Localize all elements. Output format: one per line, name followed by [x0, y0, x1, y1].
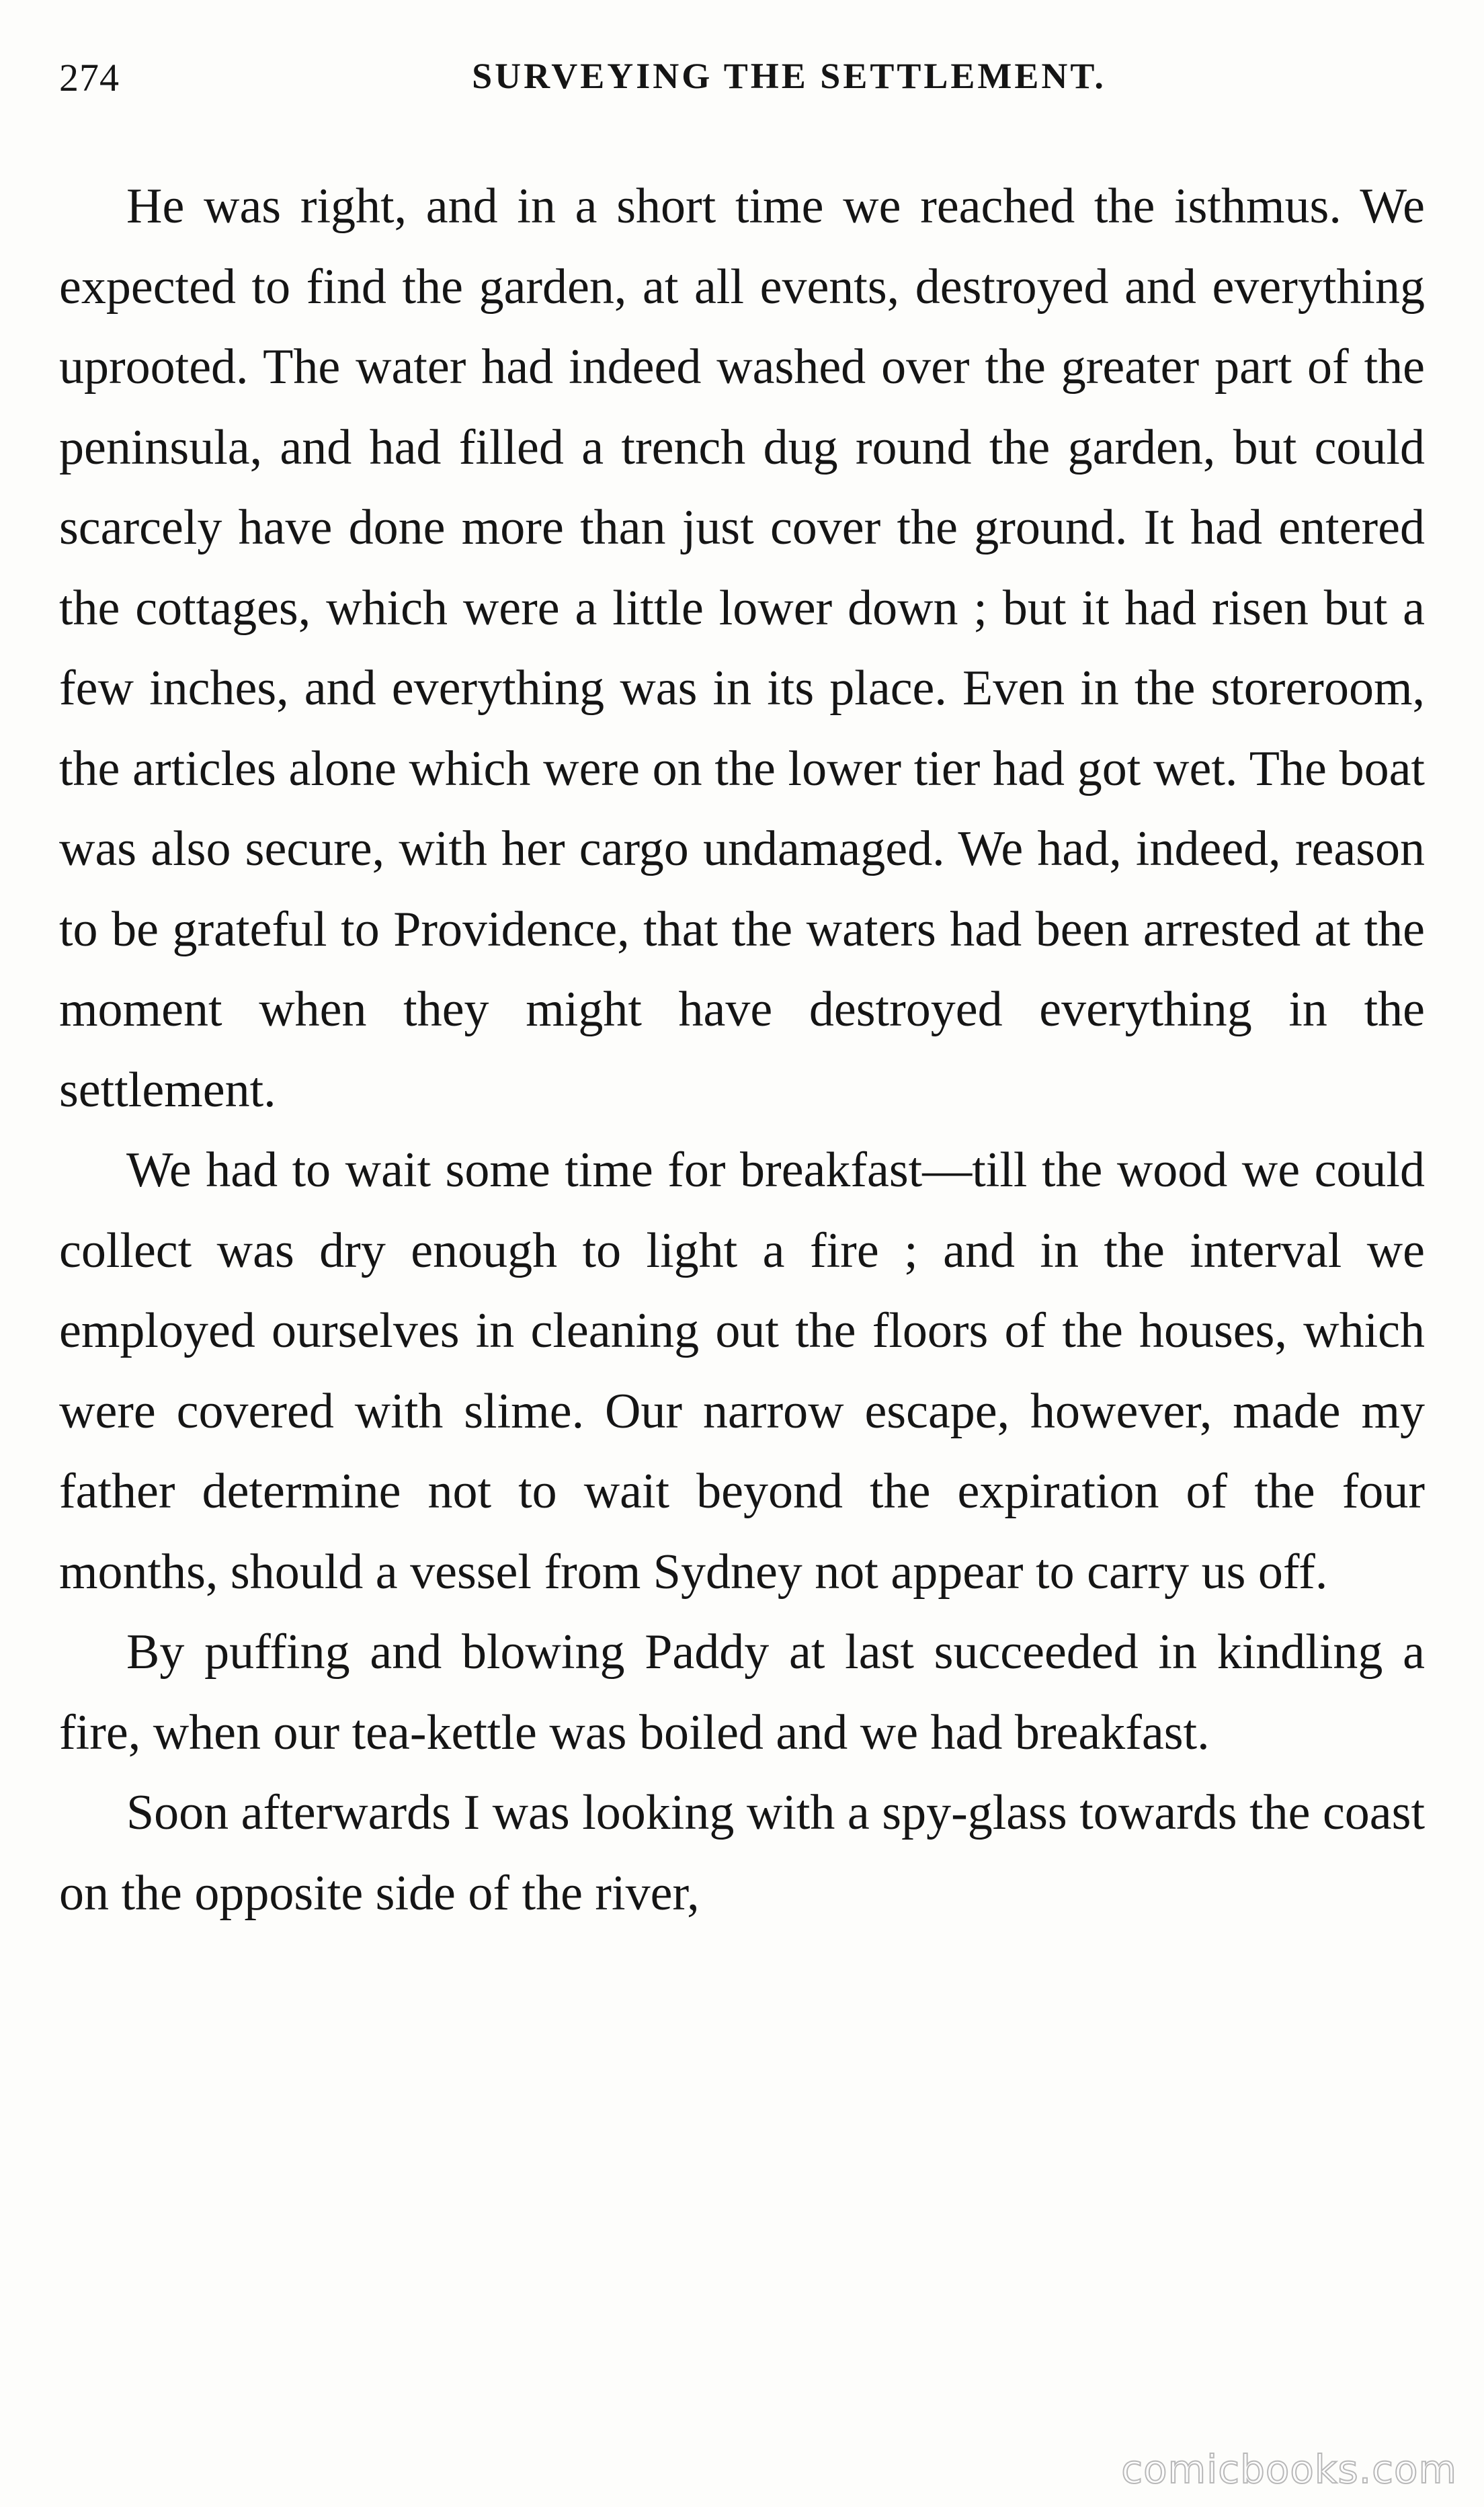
paragraph-2: We had to wait some time for breakfast—till the wood we could collect was dry enough to light a fire ; and in the interval we employed ourselves in cleaning out the floors of the houses, which were covered with slime. Our narrow escape, however, made my father determine not to wait beyond the expiration of the four months, should a vessel from Sydney not appear to carry us off. [59, 1143, 1425, 1600]
paragraph-1: He was right, and in a short time we reached the isthmus. We expected to find the garden, at all events, destroyed and everything uprooted. The water had indeed washed over the greater part of the peninsula, and had filled a trench dug round the garden, but could scarcely have done more than just cover the ground. It had entered the cottages, which were a little lower down ; but it had risen but a few inches, and everything was in its place. Even in the storeroom, the articles alone which were on the lower tier had got wet. The boat was also secure, with her cargo undamaged. We had, indeed, reason to be grateful to Providence, that the waters had been arrested at the moment when they might have destroyed everything in the settlement. [59, 179, 1425, 1118]
page-number: 274 [59, 56, 120, 99]
running-head [59, 55, 1425, 116]
running-title: SURVEYING THE SETTLEMENT. [472, 56, 1106, 96]
paragraph-3: By puffing and blowing Paddy at last succeeded in kindling a fire, when our tea-kettle was boiled and we had breakfast. [59, 1625, 1425, 1760]
body-text [59, 167, 1425, 1934]
paragraph-4: Soon afterwards I was looking with a spy-glass towards the coast on the opposite side of the river, [59, 1785, 1425, 1921]
watermark: comicbooks.com [1121, 2447, 1457, 2492]
